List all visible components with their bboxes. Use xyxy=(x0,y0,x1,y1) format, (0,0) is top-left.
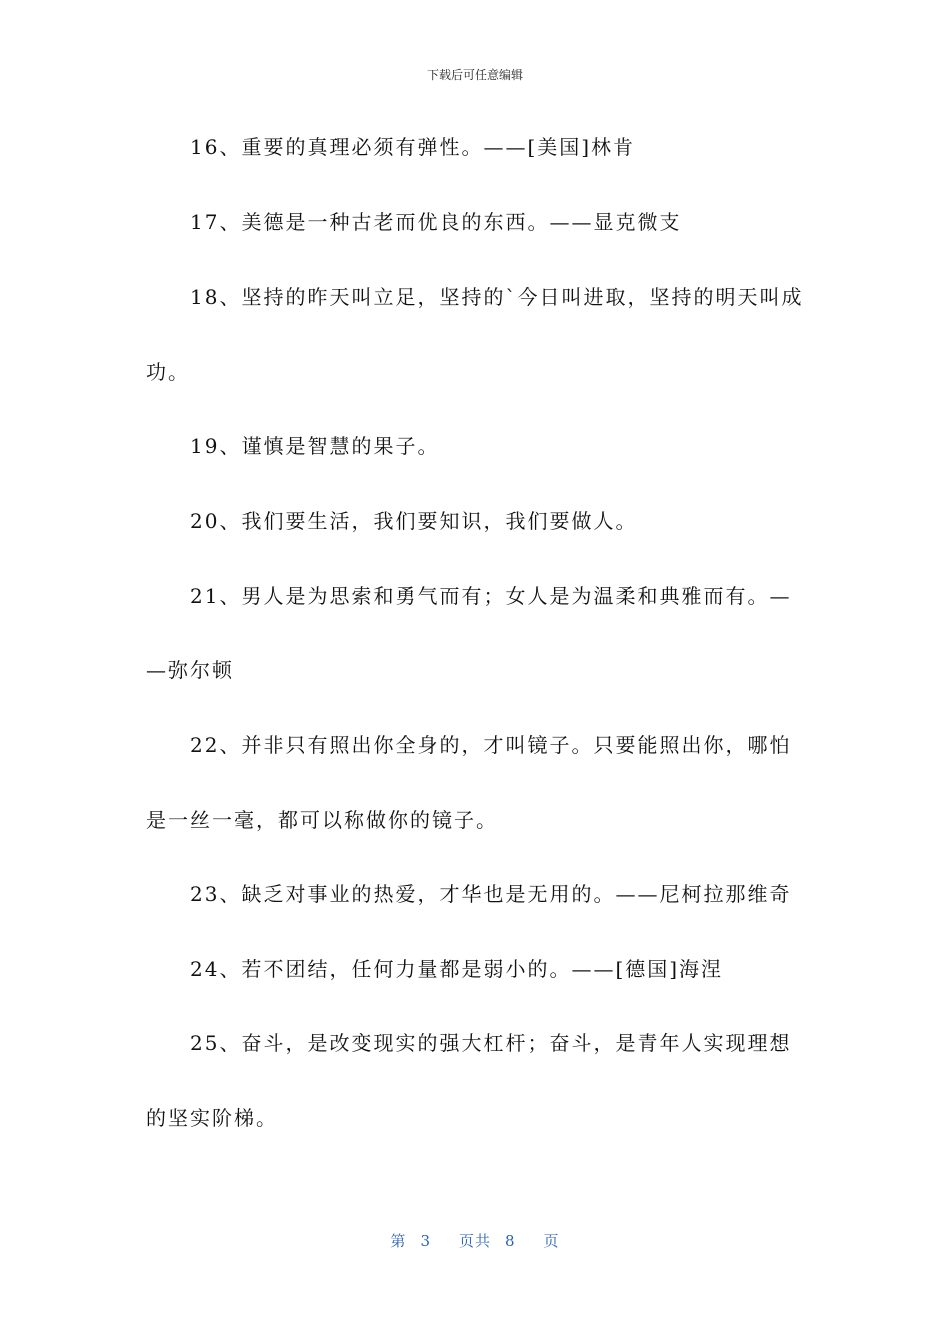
page-label-mid: 页共 xyxy=(458,1232,491,1250)
page-label-prefix: 第 xyxy=(390,1232,407,1250)
quote-22-line-2: 是一丝一毫，都可以称做你的镜子。 xyxy=(146,808,498,832)
quote-21-line-2: —弥尔顿 xyxy=(146,658,234,682)
quote-18-line-1: 18、坚持的昨天叫立足，坚持的`今日叫进取，坚持的明天叫成 xyxy=(190,285,804,309)
quote-24: 24、若不团结，任何力量都是弱小的。——[德国]海涅 xyxy=(190,957,724,981)
quote-19: 19、谨慎是智慧的果子。 xyxy=(190,434,440,458)
quote-18-line-2: 功。 xyxy=(146,360,190,384)
quote-25-line-2: 的坚实阶梯。 xyxy=(146,1106,278,1130)
quote-23: 23、缺乏对事业的热爱，才华也是无用的。——尼柯拉那维奇 xyxy=(190,882,792,906)
page-footer xyxy=(0,1230,950,1251)
quote-22-line-1: 22、并非只有照出你全身的，才叫镜子。只要能照出你，哪怕 xyxy=(190,733,792,757)
quote-21-line-1: 21、男人是为思索和勇气而有；女人是为温柔和典雅而有。— xyxy=(190,584,792,608)
quote-16: 16、重要的真理必须有弹性。——[美国]林肯 xyxy=(190,135,636,159)
quote-25-line-1: 25、奋斗，是改变现实的强大杠杆；奋斗，是青年人实现理想 xyxy=(190,1031,792,1055)
page-header: 下载后可任意编辑 xyxy=(426,68,523,82)
total-pages-number: 8 xyxy=(505,1232,516,1250)
quote-17: 17、美德是一种古老而优良的东西。——显克微支 xyxy=(190,210,682,234)
quote-20: 20、我们要生活，我们要知识，我们要做人。 xyxy=(190,509,638,533)
current-page-number: 3 xyxy=(420,1232,431,1250)
page-label-suffix: 页 xyxy=(543,1232,560,1250)
